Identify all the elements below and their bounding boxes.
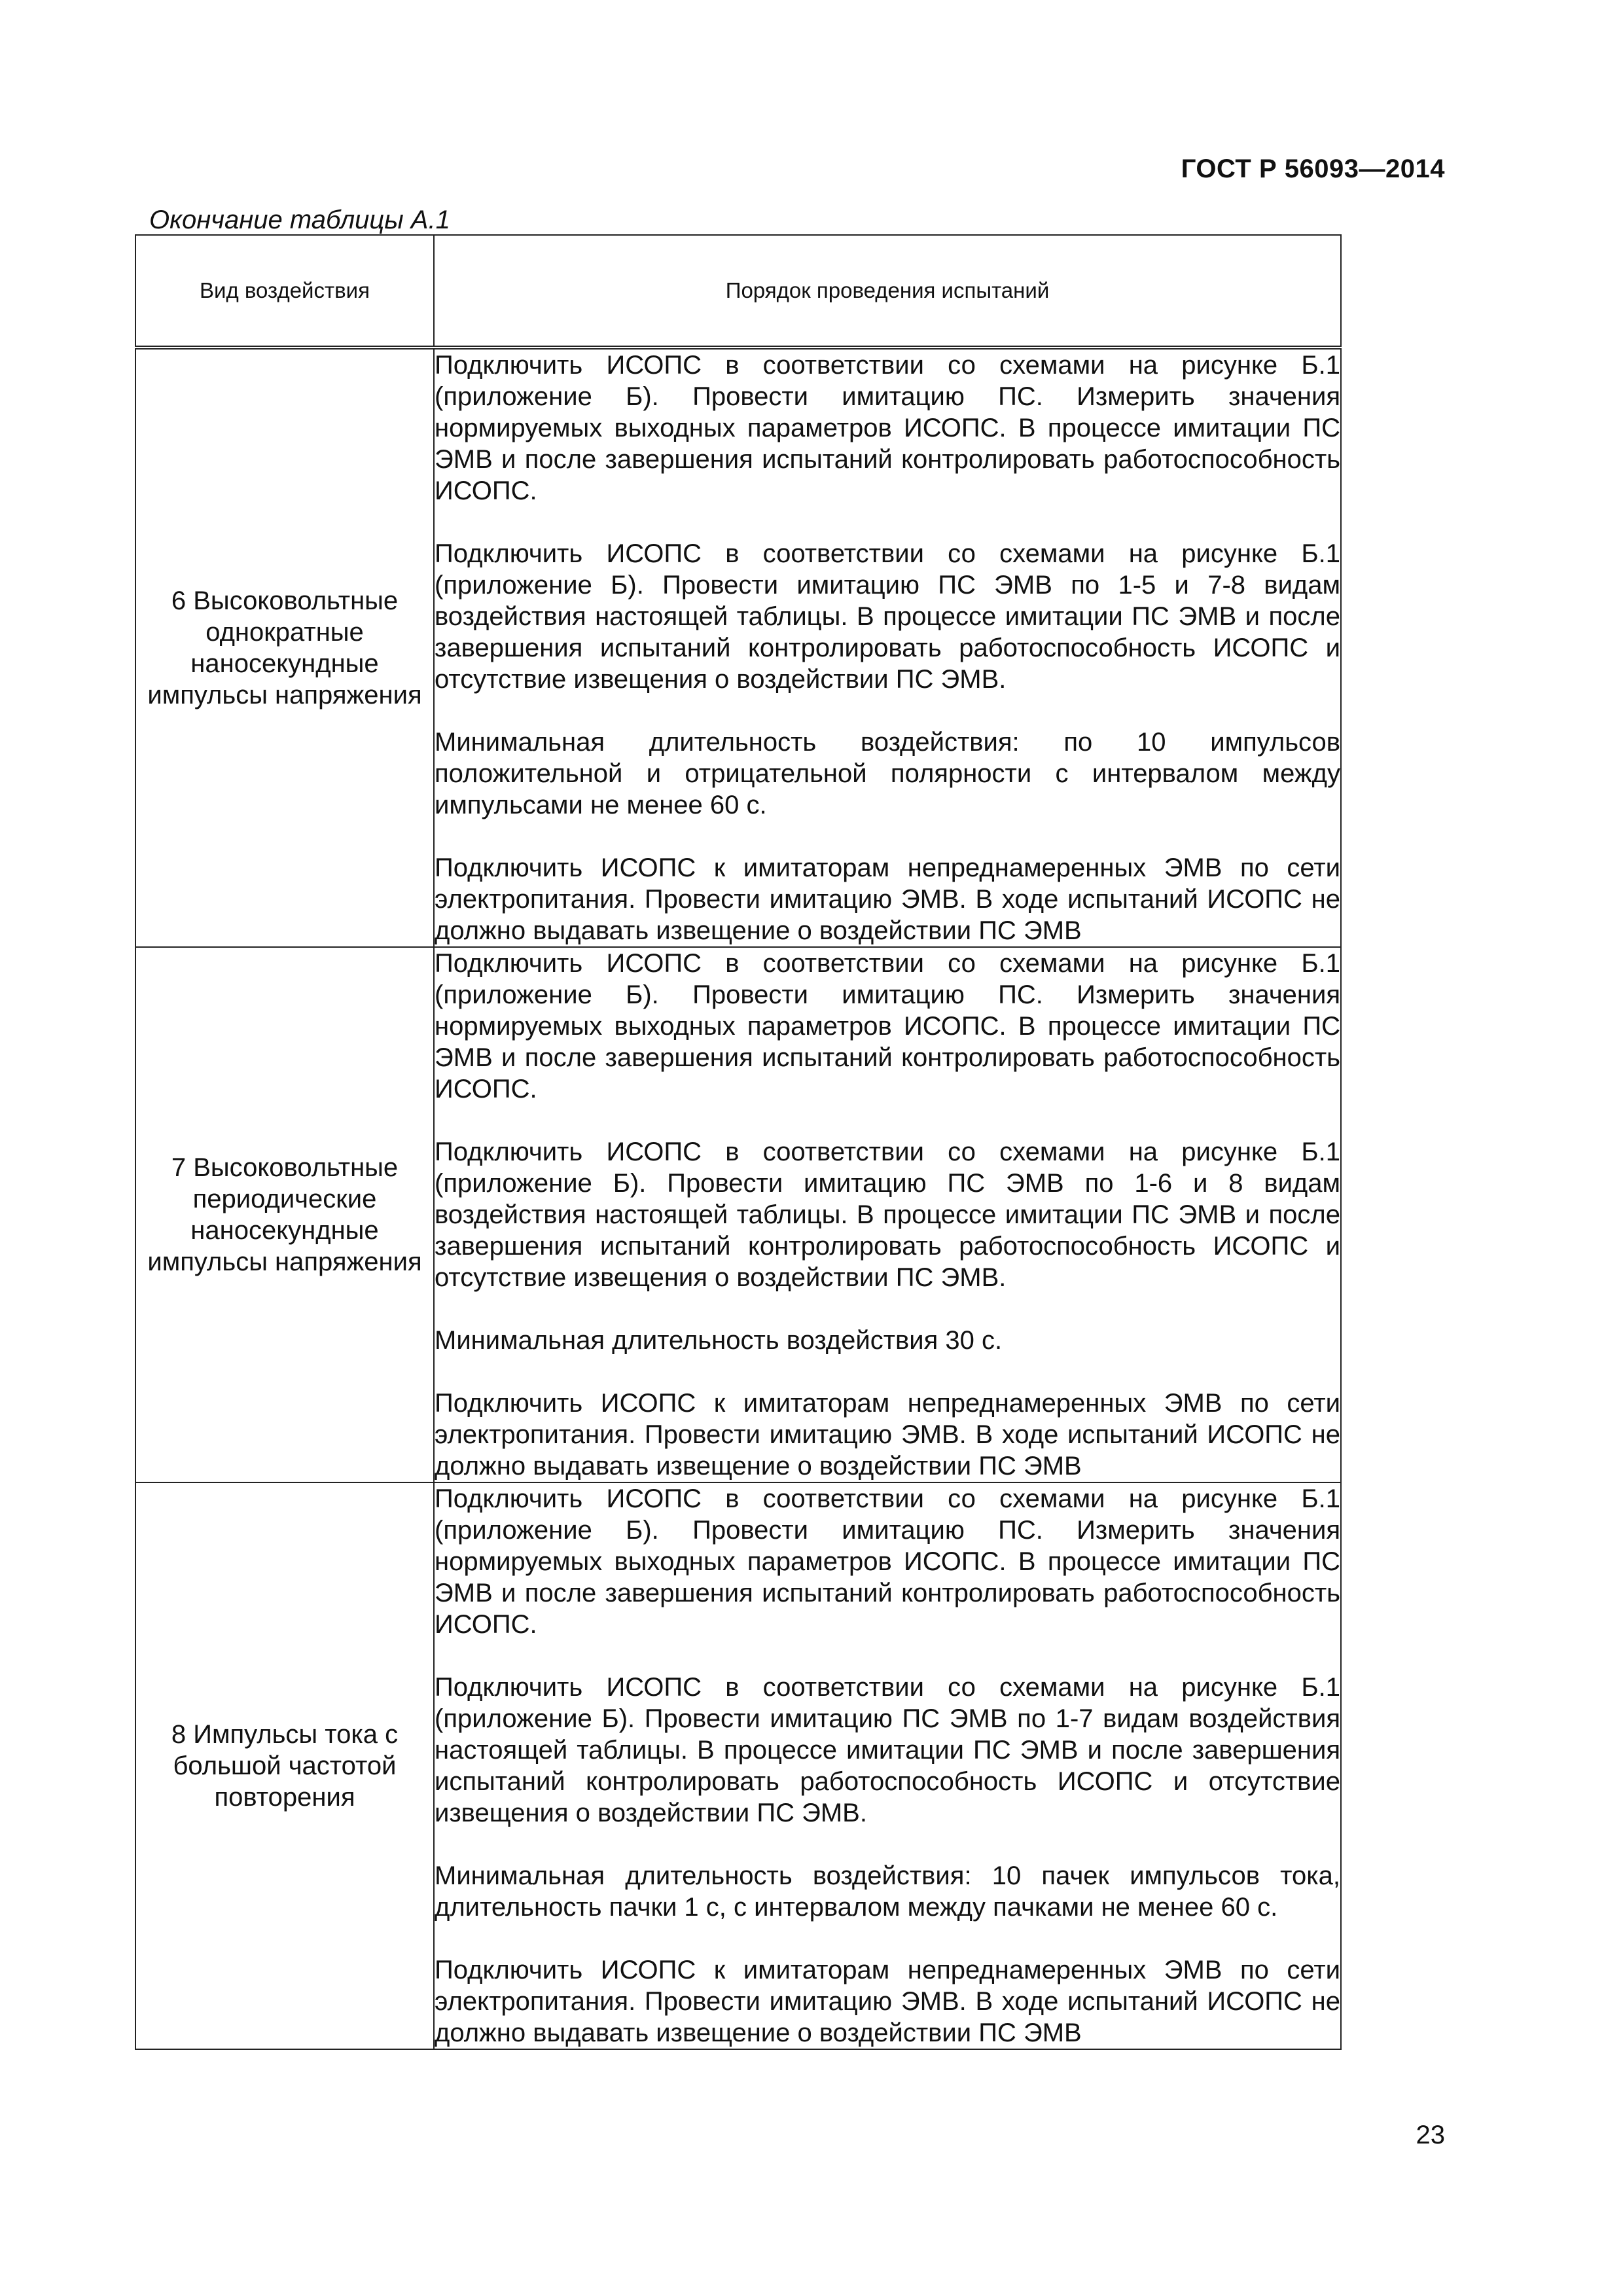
table-row: [135, 947, 1341, 1482]
procedure-cell: [434, 348, 1341, 947]
procedure-paragraph: Подключить ИСОПС в соответствии со схемами на рисунке Б.1 (приложение Б). Провести имитацию ПС ЭМВ по 1-6 и 8 видам воздействия настоящей таблицы. В процессе имитации ПС ЭМВ и после завершения испытаний контролировать работоспособность ИСОПС и отсутствие извещения о воздействии ПС ЭМВ.: [435, 1138, 1340, 1292]
procedure-paragraph: Подключить ИСОПС в соответствии со схемами на рисунке Б.1 (приложение Б). Провести имитацию ПС ЭМВ по 1-5 и 7-8 видам воздействия настоящей таблицы. В процессе имитации ПС ЭМВ и после завершения испытаний контролировать работоспособность ИСОПС и отсутствие извещения о воздействии ПС ЭМВ.: [435, 539, 1340, 694]
procedure-paragraph: Подключить ИСОПС к имитаторам непреднамеренных ЭМВ по сети электропитания. Провести имитацию ЭМВ. В ходе испытаний ИСОПС не должно выдавать извещение о воздействии ПС ЭМВ: [435, 853, 1340, 945]
procedure-paragraph: Подключить ИСОПС в соответствии со схемами на рисунке Б.1 (приложение Б). Провести имитацию ПС. Измерить значения нормируемых выходных параметров ИСОПС. В процессе имитации ПС ЭМВ и после завершения испытаний контролировать работоспособность ИСОПС.: [435, 1484, 1340, 1639]
procedure-cell: [434, 1482, 1341, 2049]
impact-kind-cell: 8 Импульсы тока с большой частотой повторения: [135, 1482, 434, 2049]
procedure-paragraph: Подключить ИСОПС в соответствии со схемами на рисунке Б.1 (приложение Б). Провести имитацию ПС. Измерить значения нормируемых выходных параметров ИСОПС. В процессе имитации ПС ЭМВ и после завершения испытаний контролировать работоспособность ИСОПС.: [435, 949, 1340, 1103]
column-header-kind: Вид воздействия: [135, 235, 434, 348]
procedure-paragraph: Подключить ИСОПС к имитаторам непреднамеренных ЭМВ по сети электропитания. Провести имитацию ЭМВ. В ходе испытаний ИСОПС не должно выдавать извещение о воздействии ПС ЭМВ: [435, 1389, 1340, 1480]
table-caption: Окончание таблицы А.1: [149, 206, 450, 234]
procedure-paragraph: Подключить ИСОПС к имитаторам непреднамеренных ЭМВ по сети электропитания. Провести имитацию ЭМВ. В ходе испытаний ИСОПС не должно выдавать извещение о воздействии ПС ЭМВ: [435, 1956, 1340, 2047]
procedure-paragraph: Подключить ИСОПС в соответствии со схемами на рисунке Б.1 (приложение Б). Провести имитацию ПС ЭМВ по 1-7 видам воздействия настоящей таблицы. В процессе имитации ПС ЭМВ и после завершения испытаний контролировать работоспособность ИСОПС и отсутствие извещения о воздействии ПС ЭМВ.: [435, 1673, 1340, 1827]
procedure-paragraph: Минимальная длительность воздействия: 10 пачек импульсов тока, длительность пачки 1 с, с интервалом между пачками не менее 60 с.: [435, 1861, 1340, 1922]
column-header-procedure: Порядок проведения испытаний: [434, 235, 1341, 348]
procedure-paragraph: Минимальная длительность воздействия: по 10 импульсов положительной и отрицательной полярности с интервалом между импульсами не менее 60 с.: [435, 728, 1340, 819]
table-row: [135, 1482, 1341, 2049]
procedure-cell: [434, 947, 1341, 1482]
impact-kind-cell: 7 Высоковольтные периодические наносекундные импульсы напряжения: [135, 947, 434, 1482]
impact-kind-cell: 6 Высоковольтные однократные наносекундные импульсы напряжения: [135, 348, 434, 947]
table-row: [135, 348, 1341, 947]
page-number: 23: [1416, 2121, 1445, 2149]
table-header-row: [135, 235, 1341, 348]
procedure-paragraph: Минимальная длительность воздействия 30 с.: [435, 1326, 1003, 1355]
tests-table: [135, 234, 1342, 2050]
procedure-paragraph: Подключить ИСОПС в соответствии со схемами на рисунке Б.1 (приложение Б). Провести имитацию ПС. Измерить значения нормируемых выходных параметров ИСОПС. В процессе имитации ПС ЭМВ и после завершения испытаний контролировать работоспособность ИСОПС.: [435, 351, 1340, 505]
document-standard-number: ГОСТ Р 56093—2014: [1181, 154, 1445, 183]
